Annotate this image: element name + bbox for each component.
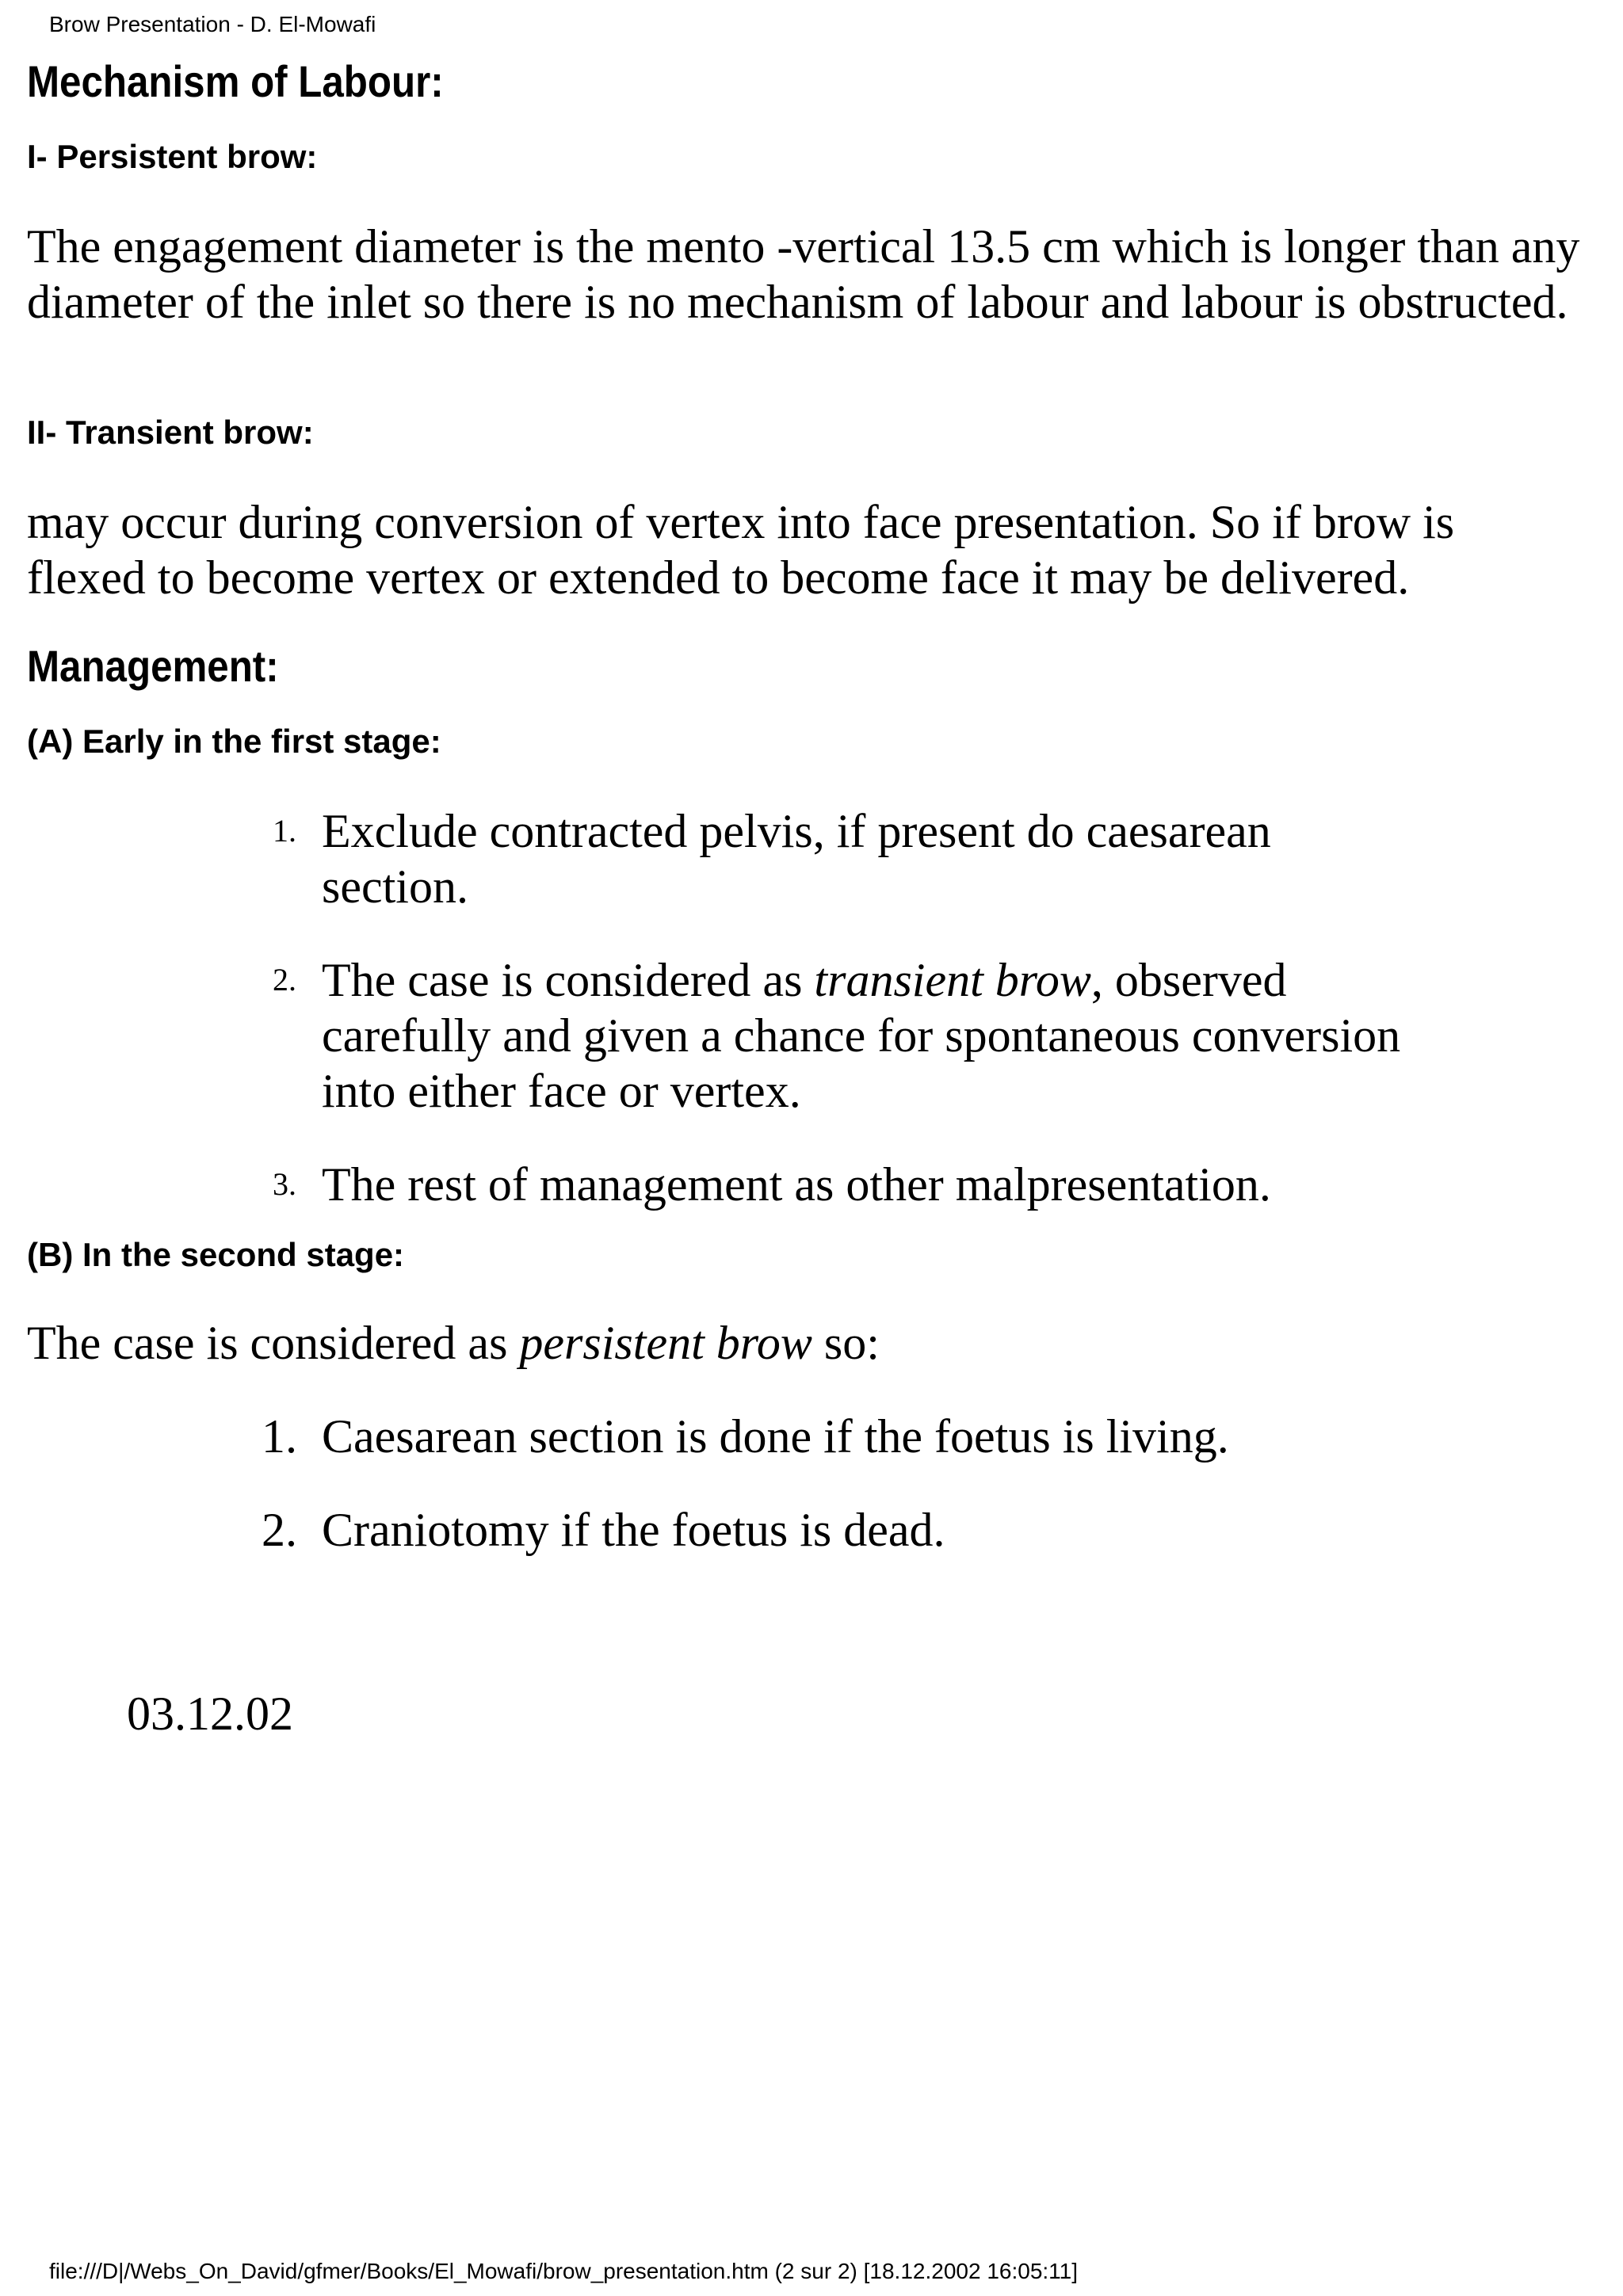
early-stage-subheading: (A) Early in the first stage: — [27, 723, 441, 760]
list-item — [262, 1502, 1407, 1558]
list-item — [273, 803, 1407, 914]
list-item-text: Caesarean section is done if the foetus is living. — [322, 1410, 1229, 1463]
list-item-text: Craniotomy if the foetus is dead. — [322, 1504, 945, 1556]
list-item — [273, 952, 1407, 1119]
persistent-brow-text: The engagement diameter is the mento -vertical 13.5 cm which is longer than any diameter of the inlet so there is no mechanism of labour and labour is obstructed. — [27, 220, 1580, 328]
early-stage-list — [273, 803, 1407, 1212]
management-heading-text: Management: — [27, 641, 279, 691]
second-stage-intro-emphasis: persistent brow — [519, 1317, 812, 1369]
second-stage-intro-before: The case is considered as — [27, 1317, 520, 1369]
list-item-number: 2. — [262, 1504, 297, 1556]
list-item-text-after: , observed carefully and given a chance for spontaneous conversion into either face or vertex. — [322, 954, 1401, 1117]
page-header-title: Brow Presentation - D. El-Mowafi — [49, 12, 376, 36]
list-item-emphasis: transient brow — [814, 954, 1091, 1006]
list-item-number: 2. — [273, 962, 296, 997]
transient-brow-subheading: II- Transient brow: — [27, 414, 314, 451]
persistent-brow-subheading: I- Persistent brow: — [27, 138, 318, 175]
list-item-text-before: The case is considered as — [322, 954, 815, 1006]
second-stage-intro-after: so: — [812, 1317, 880, 1369]
document-date: 03.12.02 — [127, 1688, 293, 1740]
list-item-number: 3. — [273, 1166, 296, 1202]
list-item — [262, 1409, 1407, 1464]
mechanism-heading-text: Mechanism of Labour: — [27, 56, 444, 106]
list-item-text: Exclude contracted pelvis, if present do caesarean section. — [322, 805, 1271, 913]
second-stage-intro — [27, 1315, 1580, 1371]
list-item-text: The rest of management as other malpresentation. — [322, 1158, 1271, 1211]
management-heading — [27, 639, 313, 694]
mechanism-heading — [27, 54, 500, 109]
list-item-number: 1. — [273, 813, 296, 849]
list-item-number: 1. — [262, 1410, 297, 1463]
page-footer-url: file:///D|/Webs_On_David/gfmer/Books/El_Mowafi/brow_presentation.htm (2 sur 2) [18.12.2002 16:05:11] — [49, 2259, 1079, 2283]
transient-brow-text: may occur during conversion of vertex into face presentation. So if brow is flexed to become vertex or extended to become face it may be delivered. — [27, 496, 1455, 604]
list-item — [273, 1157, 1407, 1212]
second-stage-subheading: (B) In the second stage: — [27, 1236, 405, 1273]
second-stage-list — [262, 1409, 1407, 1558]
